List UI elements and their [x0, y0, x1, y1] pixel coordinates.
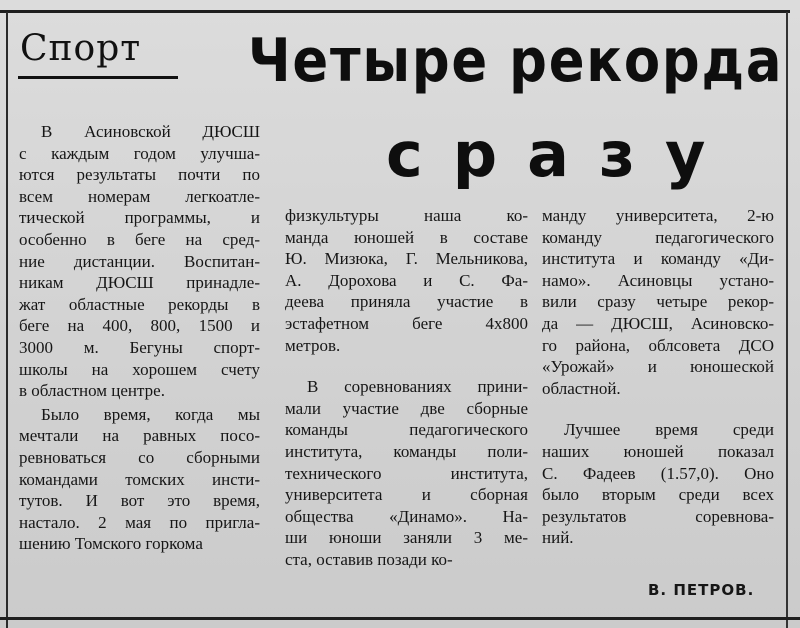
text-line: физкультуры наша ко- [285, 206, 528, 225]
text-line: манда юношей в составе [285, 227, 528, 247]
text-line: Ю. Мизюка, Г. Мельникова, [285, 249, 528, 269]
text-line: института и команду «Ди- [542, 249, 774, 269]
text-line: наших юношей показал [542, 441, 774, 461]
text-line: технического института, [285, 463, 528, 483]
article-column-2 [285, 205, 528, 571]
text-line: вили сразу четыре рекор- [542, 292, 774, 312]
text-line: В Асиновской ДЮСШ [41, 122, 260, 141]
text-line: было вторым среди всех [542, 485, 774, 505]
text-line: С. Фадеев (1.57,0). Оно [542, 463, 774, 483]
paragraph [285, 376, 528, 570]
text-line: жат областные рекорды в [19, 294, 260, 314]
text-line: намо». Асиновцы устано- [542, 270, 774, 290]
text-line: областной. [542, 378, 621, 398]
text-line: ются результаты почти по [19, 165, 260, 185]
author-signature: В. ПЕТРОВ. [648, 581, 755, 599]
text-line: деева приняла участие в [285, 292, 528, 312]
text-line: манду университета, 2-ю [542, 206, 774, 225]
top-rule [0, 10, 790, 13]
paragraph [285, 205, 528, 356]
text-line: В соревнованиях прини- [307, 377, 528, 397]
text-line: да — ДЮСШ, Асиновско- [542, 313, 774, 333]
text-line: всем номерам легкоатле- [19, 186, 260, 206]
article-column-3 [542, 205, 774, 549]
text-line: института, команды поли- [285, 441, 528, 461]
text-line: ревноваться со сборными [19, 447, 260, 467]
text-line: го района, облсовета ДСО [542, 335, 774, 355]
text-line: 3000 м. Бегуны спорт- [19, 337, 260, 357]
text-line: ний. [542, 528, 574, 548]
text-line: тутов. И вот это время, [19, 491, 260, 511]
text-line: результатов соревнова- [542, 506, 774, 526]
right-rule [786, 12, 788, 628]
text-line: Лучшее время среди [564, 420, 774, 440]
text-line: ши юноши заняли 3 ме- [285, 528, 528, 548]
text-line: настало. 2 мая по пригла- [19, 512, 260, 532]
paragraph [19, 404, 260, 555]
text-line: с каждым годом улучша- [19, 143, 260, 163]
text-line: «Урожай» и юношеской [542, 357, 774, 377]
text-line: ста, оставив позади ко- [285, 549, 453, 569]
text-line: эстафетном беге 4х800 [285, 313, 528, 333]
paragraph [542, 419, 774, 549]
paragraph [19, 121, 260, 402]
text-line: Было время, когда мы [41, 404, 260, 424]
article-column-1 [19, 121, 260, 555]
text-line: беге на 400, 800, 1500 и [19, 316, 260, 336]
text-line: в областном центре. [19, 381, 165, 401]
text-line: общества «Динамо». На- [285, 506, 528, 526]
text-line: А. Дорохова и С. Фа- [285, 270, 528, 290]
text-line: ние дистанции. Воспитан- [19, 251, 260, 271]
text-line: никам ДЮСШ принадле- [19, 273, 260, 293]
text-line: мали участие две сборные [285, 398, 528, 418]
section-underline [18, 76, 178, 79]
text-line: шению Томского горкома [19, 534, 203, 554]
text-line: мечтали на равных посо- [19, 426, 260, 446]
paragraph [542, 205, 774, 399]
text-line: команду педагогического [542, 227, 774, 247]
left-rule [6, 12, 8, 628]
text-line: тической программы, и [19, 208, 260, 228]
text-line: команды педагогического [285, 420, 528, 440]
bottom-rule [0, 617, 800, 620]
text-line: командами томских инсти- [19, 469, 260, 489]
headline-line-2: сразу [386, 118, 736, 191]
section-label: Спорт [20, 28, 142, 69]
text-line: университета и сборная [285, 485, 528, 505]
text-line: метров. [285, 335, 341, 355]
headline-line-1: Четыре рекорда [248, 26, 784, 96]
text-line: школы на хорошем счету [19, 359, 260, 379]
text-line: особенно в беге на сред- [19, 229, 260, 249]
